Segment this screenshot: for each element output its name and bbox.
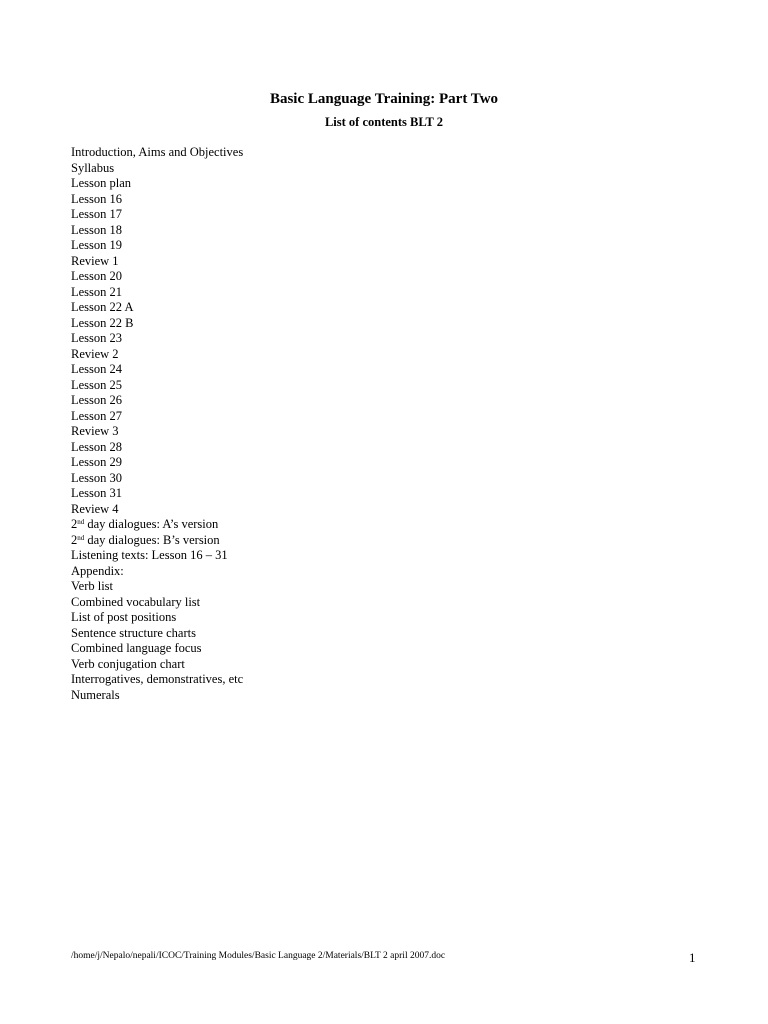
footer-file-path: /home/j/Nepalo/nepali/ICOC/Training Modules/Basic Language 2/Materials/BLT 2 april 2007.doc <box>71 951 446 961</box>
contents-item-text: Lesson 24 <box>71 362 123 376</box>
contents-item <box>71 223 691 239</box>
page-number: 1 <box>689 950 696 965</box>
contents-item-text: Review 3 <box>71 424 119 438</box>
contents-item <box>71 207 691 223</box>
contents-item <box>71 471 691 487</box>
document-subtitle: List of contents BLT 2 <box>324 115 444 129</box>
contents-item <box>71 424 691 440</box>
contents-item-text: Lesson 21 <box>71 284 123 299</box>
contents-item <box>71 564 691 580</box>
contents-item <box>71 300 691 316</box>
contents-item-text: Lesson 31 <box>71 486 123 500</box>
contents-item-text: Introduction, Aims and Objectives <box>71 145 244 159</box>
contents-item <box>71 455 691 471</box>
contents-item-text: Lesson 22 B <box>71 315 134 330</box>
contents-item-text: Sentence structure charts <box>71 625 196 640</box>
contents-item <box>71 331 691 347</box>
contents-item-text: day dialogues: A’s version <box>84 517 219 531</box>
contents-item <box>71 657 691 673</box>
contents-item-text: Lesson 30 <box>71 470 123 485</box>
contents-item <box>71 409 691 425</box>
contents-item-text: Lesson 23 <box>71 331 123 345</box>
contents-item <box>71 579 691 595</box>
contents-item-text: Review 2 <box>71 346 119 361</box>
contents-item-text: Lesson 29 <box>71 455 123 469</box>
contents-item <box>71 626 691 642</box>
contents-item-text: Appendix: <box>71 563 124 578</box>
contents-item-prefix: 2 <box>71 517 78 531</box>
contents-item-text: Lesson 27 <box>71 408 123 423</box>
document-title: Basic Language Training: Part Two <box>269 91 499 107</box>
contents-item <box>71 145 691 161</box>
contents-item <box>71 486 691 502</box>
contents-item-text: Lesson 28 <box>71 439 123 454</box>
contents-item <box>71 269 691 285</box>
contents-item <box>71 192 691 208</box>
contents-item-text: Combined language focus <box>71 641 202 655</box>
contents-item-text: Verb list <box>71 579 114 593</box>
contents-item-text: Verb conjugation chart <box>71 656 185 671</box>
contents-item-text: Lesson 18 <box>71 222 123 237</box>
contents-item <box>71 378 691 394</box>
contents-item <box>71 393 691 409</box>
contents-item-text: List of post positions <box>71 610 177 624</box>
contents-item <box>71 347 691 363</box>
contents-list <box>71 145 691 703</box>
contents-item <box>71 316 691 332</box>
contents-item-text: Listening texts: Lesson 16 – 31 <box>71 548 228 562</box>
contents-item-text: Lesson 19 <box>71 238 123 252</box>
contents-item-text: Lesson 22 A <box>71 300 134 314</box>
contents-item <box>71 533 691 549</box>
contents-item <box>71 440 691 456</box>
contents-item <box>71 254 691 270</box>
contents-item-text: Combined vocabulary list <box>71 594 201 609</box>
contents-item <box>71 672 691 688</box>
contents-item <box>71 688 691 704</box>
contents-item-text: Lesson 25 <box>71 377 123 392</box>
contents-item <box>71 362 691 378</box>
contents-item <box>71 161 691 177</box>
contents-item-text: Lesson 20 <box>71 269 123 283</box>
contents-item-text: day dialogues: B’s version <box>84 532 220 547</box>
contents-item <box>71 502 691 518</box>
contents-item-text: Numerals <box>71 687 120 702</box>
contents-item-text: Lesson 26 <box>71 393 123 407</box>
contents-item-text: Interrogatives, demonstratives, etc <box>71 672 244 686</box>
contents-item-prefix: 2 <box>71 532 78 547</box>
contents-item <box>71 641 691 657</box>
contents-item <box>71 176 691 192</box>
contents-item-text: Lesson plan <box>71 176 132 190</box>
contents-item <box>71 595 691 611</box>
contents-item-text: Syllabus <box>71 160 115 175</box>
contents-item-text: Lesson 17 <box>71 207 123 221</box>
contents-item-text: Review 1 <box>71 253 119 268</box>
contents-item <box>71 238 691 254</box>
contents-item <box>71 517 691 533</box>
contents-item-text: Review 4 <box>71 501 119 516</box>
contents-item-superscript: nd <box>77 518 85 526</box>
contents-item <box>71 285 691 301</box>
contents-item-text: Lesson 16 <box>71 191 123 206</box>
contents-item <box>71 548 691 564</box>
contents-item <box>71 610 691 626</box>
contents-item-superscript: nd <box>77 533 85 542</box>
